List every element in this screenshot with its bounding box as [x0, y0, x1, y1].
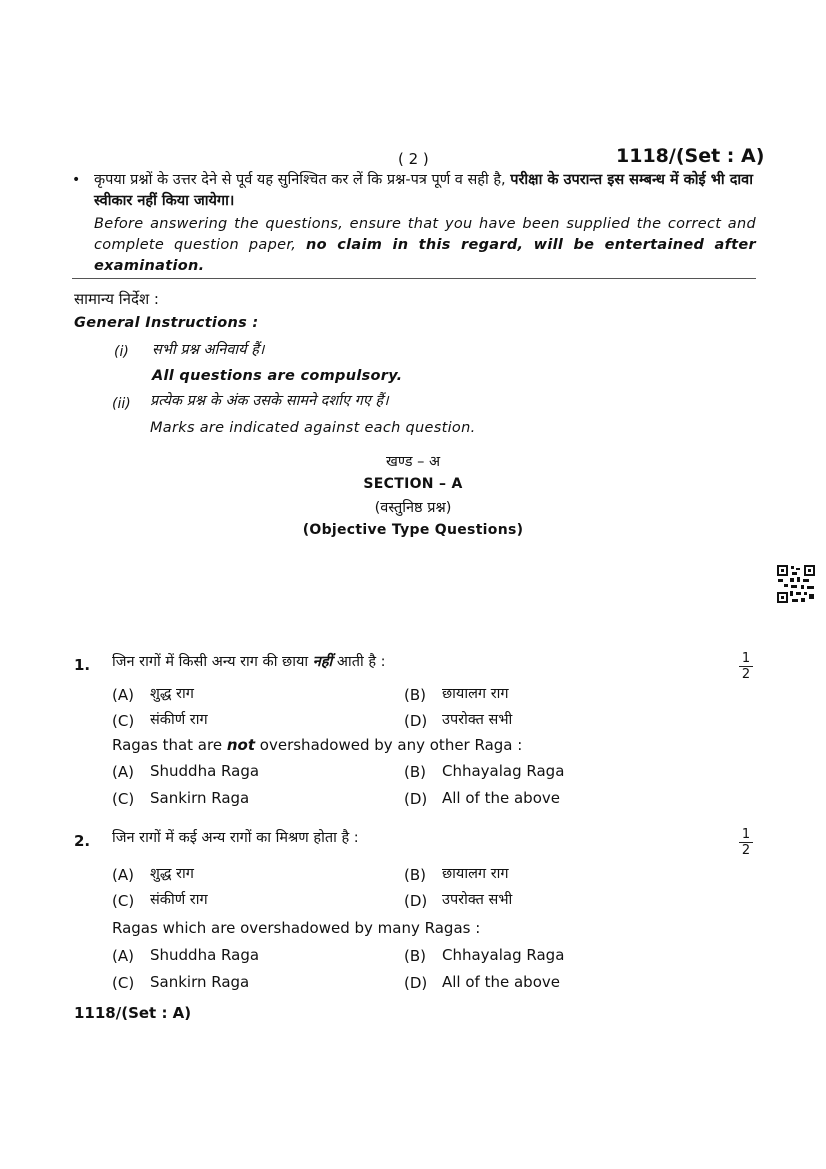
instruction-english: All questions are compulsory.	[152, 368, 403, 384]
option-text: संकीर्ण राग	[150, 892, 208, 908]
notice-english-bold: no claim in this regard, will be entertained after examination.	[94, 237, 756, 274]
instruction-english: Marks are indicated against each question.	[150, 420, 476, 436]
option-label: (B)	[404, 763, 426, 781]
question-text-english: Ragas which are overshadowed by many Ragas :	[112, 919, 481, 937]
marks-fraction	[739, 828, 753, 857]
notice-english-plain: Before answering the questions, ensure that you have been supplied the correct and complete question paper,	[94, 216, 756, 253]
general-instructions-title-hindi: सामान्य निर्देश :	[74, 290, 159, 308]
option-text: संकीर्ण राग	[150, 712, 208, 728]
option-text: छायालग राग	[442, 866, 509, 882]
option-text: Shuddha Raga	[150, 762, 260, 780]
question-text-part: Ragas that are	[112, 736, 223, 754]
option-label: (D)	[404, 712, 428, 730]
notice-english	[94, 214, 756, 277]
option-label: (B)	[404, 686, 426, 704]
question-emphasis: नहीं	[312, 654, 333, 670]
option-label: (B)	[404, 866, 426, 884]
notice-bullet: •	[72, 172, 81, 188]
marks-denominator: 2	[741, 667, 751, 682]
question-text-part: जिन रागों में किसी अन्य राग की छाया	[112, 654, 309, 670]
section-name-hindi: खण्ड – अ	[385, 454, 441, 470]
question-text-part: overshadowed by any other Raga :	[259, 736, 523, 754]
option-text: शुद्ध राग	[150, 686, 194, 702]
question-text-hindi: जिन रागों में कई अन्य रागों का मिश्रण होता है :	[112, 830, 359, 846]
question-number: 2.	[74, 832, 91, 850]
qr-code-icon	[776, 564, 816, 604]
option-text: Sankirn Raga	[150, 973, 250, 991]
question-text-english	[112, 736, 522, 754]
marks-fraction	[739, 652, 753, 681]
option-text: उपरोक्त सभी	[442, 892, 513, 908]
paper-code: 1118/(Set : A)	[616, 145, 765, 167]
option-label: (C)	[112, 712, 135, 730]
marks-numerator: 1	[741, 651, 751, 666]
option-text: Sankirn Raga	[150, 789, 250, 807]
section-type-hindi: (वस्तुनिष्ठ प्रश्न)	[374, 500, 452, 516]
option-text: छायालग राग	[442, 686, 509, 702]
option-label: (C)	[112, 974, 135, 992]
marks-numerator: 1	[741, 827, 751, 842]
option-label: (A)	[112, 866, 134, 884]
question-number: 1.	[74, 656, 91, 674]
footer-paper-code: 1118/(Set : A)	[74, 1004, 192, 1022]
option-label: (D)	[404, 974, 428, 992]
option-text: Chhayalag Raga	[442, 946, 565, 964]
instruction-number: (ii)	[112, 396, 131, 412]
option-label: (D)	[404, 892, 428, 910]
instruction-hindi: प्रत्येक प्रश्न के अंक उसके सामने दर्शाए गए हैं।	[150, 393, 389, 409]
question-emphasis: not	[226, 736, 256, 754]
option-label: (A)	[112, 686, 134, 704]
question-text-hindi	[112, 652, 386, 673]
option-label: (A)	[112, 947, 134, 965]
notice-hindi	[94, 170, 756, 212]
marks-denominator: 2	[741, 843, 751, 858]
divider	[72, 278, 756, 279]
notice-hindi-plain: कृपया प्रश्नों के उत्तर देने से पूर्व यह सुनिश्चित कर लें कि प्रश्न-पत्र पूर्ण व सही है,	[94, 172, 506, 188]
option-text: Shuddha Raga	[150, 946, 260, 964]
option-label: (D)	[404, 790, 428, 808]
section-name-english: SECTION – A	[363, 476, 463, 492]
instruction-number: (i)	[114, 344, 129, 360]
option-text: उपरोक्त सभी	[442, 712, 513, 728]
notice-hindi-bold: परीक्षा के उपरान्त इस सम्बन्ध में कोई भी दावा स्वीकार नहीं किया जायेगा।	[94, 172, 753, 209]
option-text: शुद्ध राग	[150, 866, 194, 882]
page-number: ( 2 )	[398, 150, 429, 168]
section-type-english: (Objective Type Questions)	[302, 522, 524, 538]
instruction-hindi: सभी प्रश्न अनिवार्य हैं।	[152, 342, 265, 358]
question-text-part: आती है :	[336, 654, 386, 670]
option-label: (B)	[404, 947, 426, 965]
option-text: All of the above	[442, 789, 560, 807]
option-text: Chhayalag Raga	[442, 762, 565, 780]
option-label: (C)	[112, 892, 135, 910]
general-instructions-title-english: General Instructions :	[74, 315, 259, 331]
option-text: All of the above	[442, 973, 560, 991]
option-label: (C)	[112, 790, 135, 808]
option-label: (A)	[112, 763, 134, 781]
